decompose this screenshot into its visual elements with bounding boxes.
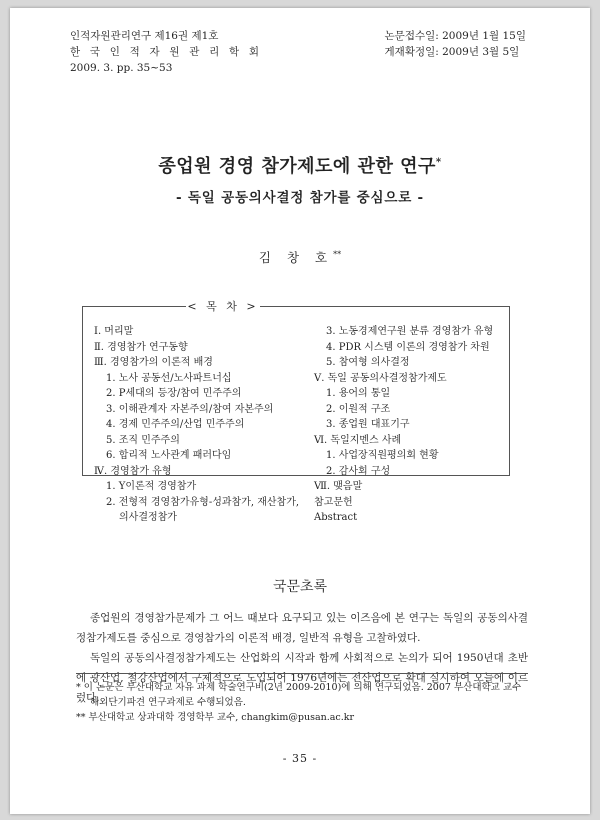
toc-item: 3. 종업원 대표기구 (326, 419, 410, 430)
journal-society: 한 국 인 적 자 원 관 리 학 회 (70, 46, 263, 58)
toc-item: Ⅳ. 경영참가 유형 (94, 465, 172, 477)
abstract-paragraph: 독일의 공동의사결정참가제도는 산업화의 시작과 함께 사회적으로 논의가 되어 1950년대 초반에 광산업, 철강산업에서 구체적으로 도입되어 1976년에는 전산업으로 확대 실시하여 오늘에 이르렀다. (76, 652, 528, 704)
toc-item: Ⅶ. 맺음말 (314, 481, 363, 492)
toc-heading: < 목 차 > (187, 300, 259, 313)
toc-item: 1. Y이론적 경영참가 (106, 481, 197, 492)
toc-right-column (314, 324, 493, 526)
paper-title-text: 종업원 경영 참가제도에 관한 연구 (158, 156, 436, 177)
toc-item: 3. 노동경제연구원 분류 경영참가 유형 (326, 326, 494, 337)
toc-item: 2. P세대의 등장/참여 민주주의 (106, 388, 242, 399)
toc-item: Abstract (314, 512, 358, 523)
abstract-title: 국문초록 (272, 579, 328, 595)
author-footnote-mark: ** (333, 249, 342, 259)
paper-page (10, 8, 590, 814)
toc-left-column (94, 324, 299, 526)
toc-item: 2. 감사회 구성 (326, 465, 391, 477)
toc-item: 3. 이해관계자 자본주의/참여 자본주의 (106, 403, 274, 415)
footnote-funding: * 이 논문은 부산대학교 자유 과제 학술연구비(2년 2009-2010)에 의해 연구되었음. 2007 부산대학교 교수 해외단기파견 연구과제로 수행되었음. (76, 682, 522, 708)
toc-item: 의사결정참가 (119, 512, 177, 523)
submission-dates (385, 28, 526, 60)
received-date: 논문접수일: 2009년 1월 15일 (384, 30, 526, 42)
toc-item: 6. 합리적 노사관계 패러다임 (106, 450, 232, 461)
abstract-paragraph: 종업원의 경영참가문제가 그 어느 때보다 요구되고 있는 이즈음에 본 연구는 독일의 공동의사결정참가제도를 중심으로 경영참가의 이론적 배경, 일반적 유형을 고찰하였다. (76, 612, 528, 644)
page-number: - 35 - (282, 752, 318, 765)
paper-title (10, 152, 590, 178)
toc-item: 5. 조직 민주주의 (106, 434, 180, 446)
journal-issue: 2009. 3. pp. 35∼53 (70, 62, 173, 74)
author-name: 김 창 호 (258, 250, 334, 265)
accepted-date: 게재확정일: 2009년 3월 5일 (384, 46, 520, 58)
paper-subtitle: - 독일 공동의사결정 참가를 중심으로 - (176, 190, 424, 206)
toc-item: Ⅰ. 머리말 (94, 326, 134, 337)
toc-item: 1. 사업장직원평의회 현황 (326, 450, 439, 461)
toc-item: 2. 전형적 경영참가유형-성과참가, 재산참가, (106, 496, 300, 508)
toc-item: 4. PDR 시스템 이론의 경영참가 차원 (326, 341, 490, 353)
toc-item: 5. 참여형 의사결정 (326, 357, 410, 368)
toc-item: Ⅴ. 독일 공동의사결정참가제도 (314, 372, 447, 384)
author-line (10, 248, 590, 266)
footnote-divider (76, 673, 528, 674)
toc-item: 2. 이원적 구조 (326, 403, 391, 415)
journal-name: 인적자원관리연구 제16권 제1호 (70, 30, 219, 42)
journal-info (70, 28, 262, 76)
toc-item: 1. 용어의 통일 (326, 388, 391, 399)
toc-item: 1. 노사 공동선/노사파트너십 (106, 372, 232, 384)
toc-item: Ⅱ. 경영참가 연구동향 (94, 341, 188, 353)
toc-item: Ⅲ. 경영참가의 이론적 배경 (94, 357, 213, 368)
title-footnote-mark: * (435, 157, 442, 168)
footnote-author: ** 부산대학교 상과대학 경영학부 교수, changkim@pusan.ac.kr (76, 712, 355, 723)
toc-item: 참고문헌 (314, 496, 353, 508)
footnotes (76, 680, 528, 725)
toc-item: Ⅵ. 독일지멘스 사례 (314, 434, 402, 446)
toc-item: 4. 경제 민주주의/산업 민주주의 (106, 419, 245, 430)
